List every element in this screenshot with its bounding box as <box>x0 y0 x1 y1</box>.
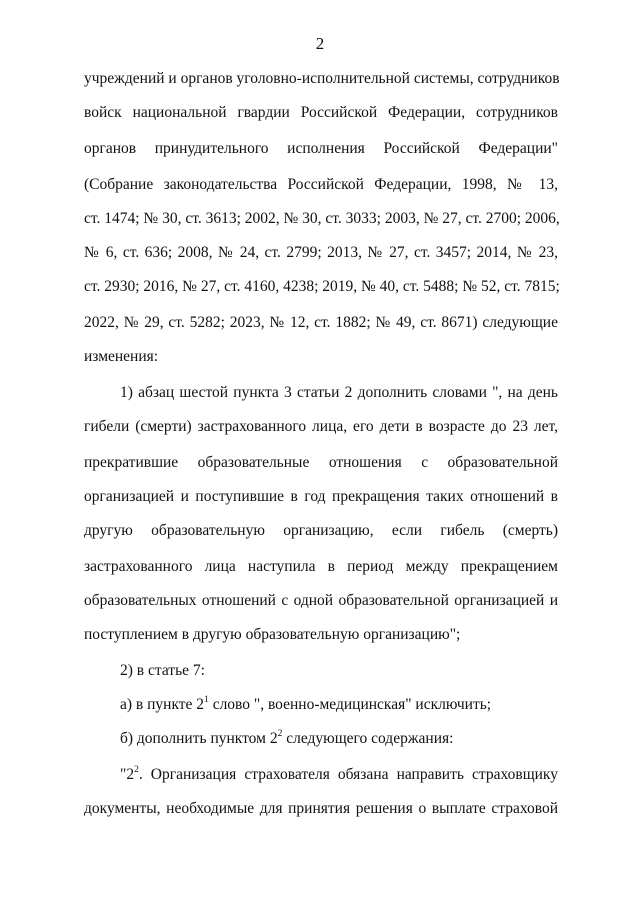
text-line: (Собрание законодательства Российской Федерации, 1998, № 13, <box>84 176 558 193</box>
text-line: гибели (смерти) застрахованного лица, его дети в возрасте до 23 лет, <box>84 418 558 435</box>
text-line: поступлением в другую образовательную организацию"; <box>84 626 461 643</box>
text-line: органов принудительного исполнения Российской Федерации" <box>84 140 558 157</box>
list-item-a: а) в пункте $2^1$ слово ", военно-медицинская" исключить; <box>120 695 492 713</box>
text-line: № 6, ст. 636; 2008, № 24, ст. 2799; 2013, № 27, ст. 3457; 2014, № 23, <box>84 244 558 261</box>
text-line: организацией и поступившие в год прекращения таких отношений в <box>84 488 558 505</box>
text-line: войск национальной гвардии Российской Федерации, сотрудников <box>84 104 558 121</box>
text-line: изменения: <box>84 348 159 365</box>
text-line: учреждений и органов уголовно-исполнительной системы, сотрудников <box>84 70 560 87</box>
text-line: ст. 2930; 2016, № 27, ст. 4160, 4238; 2019, № 40, ст. 5488; № 52, ст. 7815; <box>84 278 560 295</box>
text-line: застрахованного лица наступила в период между прекращением <box>84 558 558 575</box>
text-line: документы, необходимые для принятия решения о выплате страховой <box>84 800 558 817</box>
text-line: ст. 1474; № 30, ст. 3613; 2002, № 30, ст. 3033; 2003, № 27, ст. 2700; 2006, <box>84 210 560 227</box>
list-item: 2) в статье 7: <box>120 662 205 679</box>
list-item-b: б) дополнить пунктом $2^2$ следующего содержания: <box>120 729 454 747</box>
text-line: образовательных отношений с одной образовательной организацией и <box>84 592 558 609</box>
page-number: 2 <box>315 34 325 53</box>
text-line: 2022, № 29, ст. 5282; 2023, № 12, ст. 1882; № 49, ст. 8671) следующие <box>84 314 558 331</box>
quoted-line: "$2^2$. Организация страхователя обязана направить страховщику <box>120 765 558 783</box>
text-line: прекратившие образовательные отношения с образовательной <box>84 454 558 471</box>
text-line: другую образовательную организацию, если гибель (смерть) <box>84 522 558 539</box>
list-item-first-line: 1) абзац шестой пункта 3 статьи 2 дополнить словами ", на день <box>120 384 558 401</box>
